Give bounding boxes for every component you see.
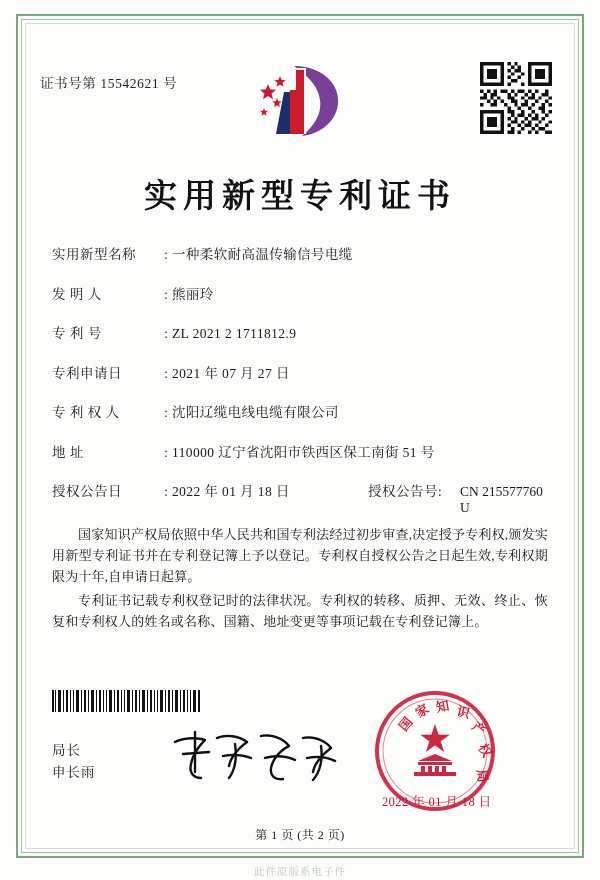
field-label-address: 地 址	[52, 444, 84, 460]
page-footer: 第 1 页 (共 2 页)	[255, 828, 345, 842]
field-label-application-date: 专利申请日	[52, 365, 122, 381]
svg-text:权: 权	[475, 741, 495, 760]
field-value-patent-number: ZL 2021 2 1711812.9	[172, 326, 297, 341]
svg-text:局: 局	[474, 768, 491, 784]
field-label-announcement-number: 授权公告号:	[368, 484, 443, 499]
seal-date: 2022 年 01 月 18 日	[382, 795, 492, 809]
field-value-announcement-number: CN 215577760 U	[460, 484, 543, 515]
signature-block	[52, 740, 96, 784]
field-row-patent-number	[52, 322, 552, 342]
field-value-inventor: 熊丽玲	[172, 286, 214, 302]
handwritten-signature	[165, 724, 345, 786]
certificate-number: 证书号第 15542621 号	[40, 76, 178, 91]
svg-text:国: 国	[395, 714, 416, 734]
field-row-address	[52, 441, 552, 461]
field-value-patentee: 沈阳辽缆电线电缆有限公司	[172, 405, 339, 420]
field-value-name: 一种柔软耐高温传输信号电缆	[172, 247, 353, 262]
qr-code	[480, 62, 552, 134]
legal-paragraph-grant: 国家知识产权局依照中华人民共和国专利法经过初步审查,决定授予专利权,颁发实用新型专利证书并在专利登记簿上予以登记。专利权自授权公告之日起生效,专利权期限为十年,自申请日起算。	[52, 527, 548, 584]
legal-paragraph-registry: 专利证书记载专利权登记时的法律状况。专利权的转移、质押、无效、终止、恢复和专利权人的姓名或名称、国籍、地址变更等事项记载在专利登记簿上。	[52, 593, 548, 629]
svg-text:产: 产	[469, 718, 489, 739]
field-sep-application-date: :	[164, 365, 168, 381]
field-sep-patent-number: :	[164, 326, 168, 341]
field-label-name: 实用新型名称	[52, 247, 136, 262]
field-row-application-date	[52, 362, 552, 382]
page-title: 实用新型专利证书	[144, 179, 456, 215]
signature-name: 申长雨	[52, 765, 96, 780]
signature-title-label: 局长	[52, 743, 81, 758]
barcode	[52, 690, 202, 712]
svg-text:知: 知	[434, 697, 451, 715]
field-value-address: 110000 辽宁省沈阳市铁西区保工南街 51 号	[172, 444, 435, 460]
field-sep-address: :	[164, 444, 168, 460]
cnipa-logo	[244, 62, 348, 140]
field-label-announcement-date: 授权公告日	[52, 484, 122, 499]
footer-watermark: 此件原版系电子件	[254, 867, 346, 878]
field-sep-name: :	[164, 247, 168, 262]
field-list	[52, 243, 552, 536]
field-sep-announcement-date: :	[164, 484, 168, 499]
field-label-inventor: 发 明 人	[52, 286, 102, 302]
field-sep-patentee: :	[164, 405, 168, 420]
svg-text:识: 识	[455, 703, 472, 722]
field-value-application-date: 2021 年 07 月 27 日	[172, 365, 290, 381]
field-row-announcement	[52, 480, 552, 516]
field-label-patent-number: 专 利 号	[52, 326, 102, 341]
field-label-patentee: 专 利 权 人	[52, 405, 120, 420]
field-row-name	[52, 243, 552, 263]
field-sep-inventor: :	[164, 286, 168, 302]
svg-text:家: 家	[412, 700, 432, 721]
field-row-patentee	[52, 401, 552, 421]
field-row-inventor	[52, 283, 552, 303]
field-value-announcement-date: 2022 年 01 月 18 日	[172, 484, 290, 499]
